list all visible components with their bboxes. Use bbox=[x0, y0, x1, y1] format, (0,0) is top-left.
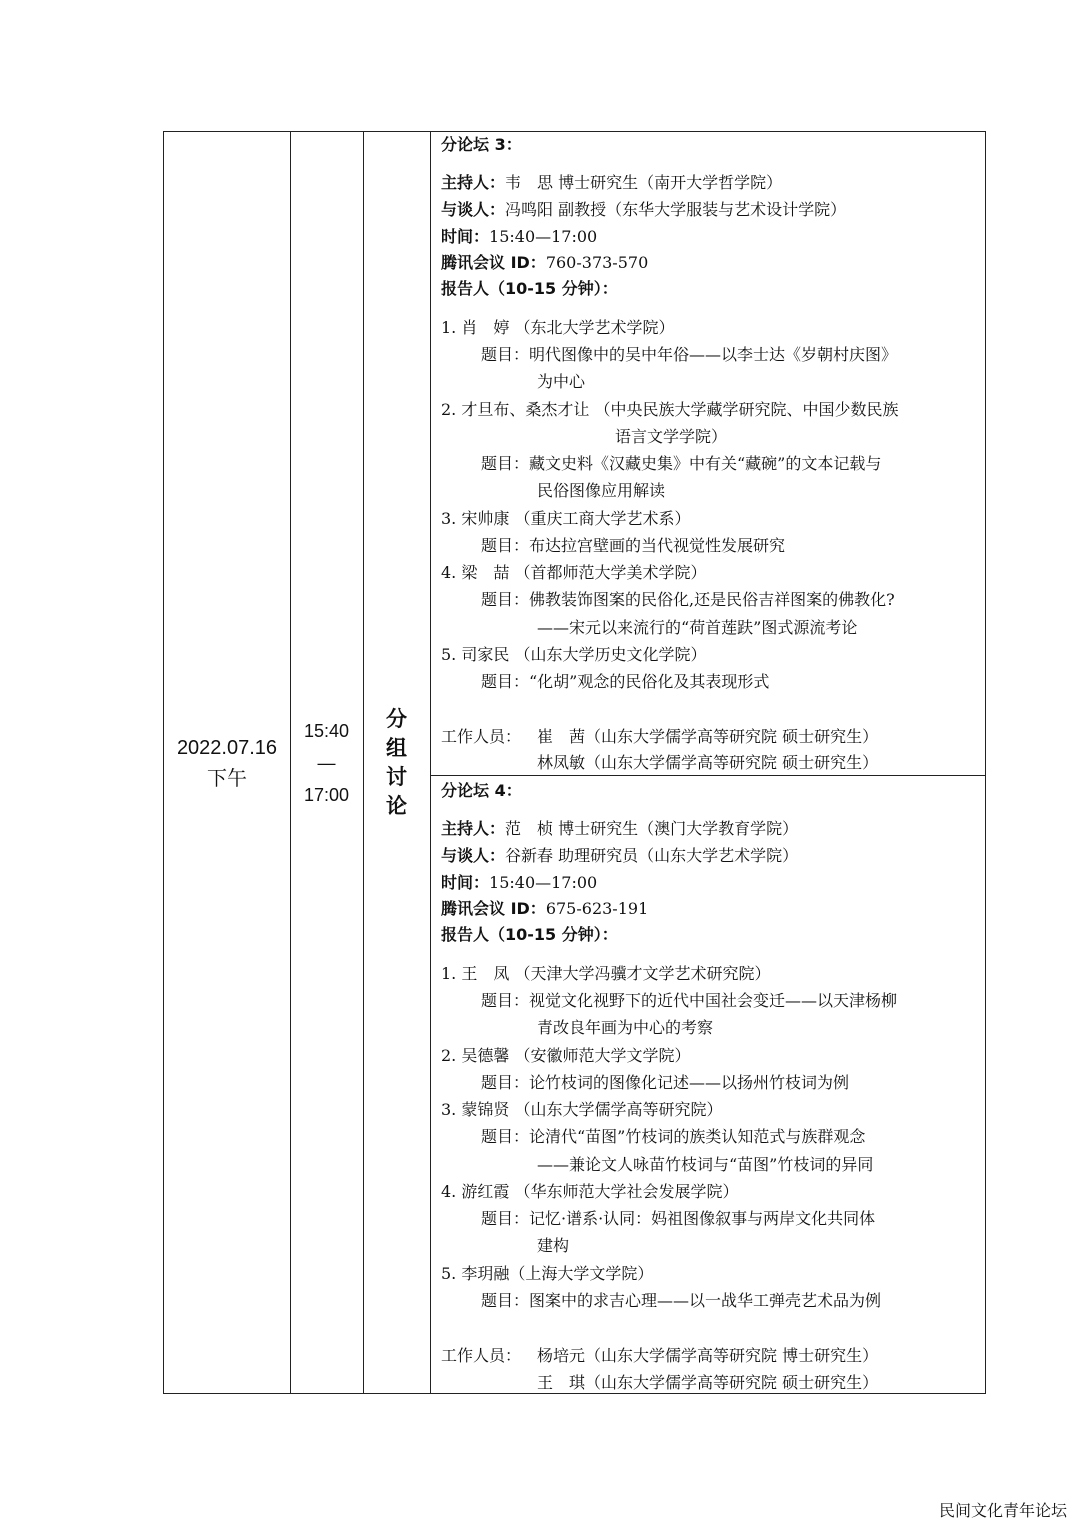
topic-line: ——宋元以来流行的“荷首莲趺”图式源流考论 bbox=[537, 618, 858, 637]
reporter-line: 1. 王 凤 （天津大学冯骥才文学艺术研究院） bbox=[441, 964, 771, 983]
topic-line: 题目：明代图像中的吴中年俗——以李士达《岁朝村庆图》 bbox=[481, 345, 898, 364]
topic-line: 题目：图案中的求吉心理——以一战华工弹壳艺术品为例 bbox=[481, 1291, 882, 1310]
topic-line: 题目：藏文史料《汉藏史集》中有关“藏碗”的文本记载与 bbox=[481, 454, 882, 473]
meeting-id-line: 腾讯会议 ID：675-623-191 bbox=[441, 899, 649, 918]
staff-line: 王 琪（山东大学儒学高等研究院 硕士研究生） bbox=[537, 1373, 879, 1392]
time-line: 时间：15:40—17:00 bbox=[441, 227, 598, 246]
host-line: 主持人：韦 思 博士研究生（南开大学哲学院） bbox=[441, 173, 783, 192]
reporter-line: 4. 梁 喆 （首都师范大学美术学院） bbox=[441, 563, 707, 582]
reporter-line: 5. 司家民 （山东大学历史文化学院） bbox=[441, 645, 707, 664]
session-type-char: 讨 bbox=[386, 764, 407, 789]
session-type-char: 组 bbox=[386, 735, 407, 760]
reporter-line: 语言文学学院） bbox=[615, 427, 728, 446]
staff-line: 崔 茜（山东大学儒学高等研究院 硕士研究生） bbox=[537, 727, 879, 746]
host-line: 主持人：范 桢 博士研究生（澳门大学教育学院） bbox=[441, 819, 799, 838]
staff-label: 工作人员： bbox=[441, 727, 522, 746]
session-type-char: 论 bbox=[386, 793, 407, 818]
reporter-line: 3. 宋帅康 （重庆工商大学艺术系） bbox=[441, 509, 691, 528]
topic-line: 题目：布达拉宫壁画的当代视觉性发展研究 bbox=[481, 536, 786, 555]
reporter-line: 3. 蒙锦贤 （山东大学儒学高等研究院） bbox=[441, 1100, 723, 1119]
period-text: 下午 bbox=[207, 765, 247, 790]
session-type-char: 分 bbox=[386, 706, 407, 731]
topic-line: 青改良年画为中心的考察 bbox=[537, 1018, 714, 1037]
schedule-table bbox=[163, 131, 986, 1394]
staff-line: 杨培元（山东大学儒学高等研究院 博士研究生） bbox=[537, 1346, 879, 1365]
session-type-cell bbox=[363, 132, 430, 1393]
topic-line: ——兼论文人咏苗竹枝词与“苗图”竹枝词的异同 bbox=[537, 1155, 874, 1174]
topic-line: 为中心 bbox=[537, 372, 586, 391]
topic-line: 题目：“化胡”观念的民俗化及其表现形式 bbox=[481, 672, 770, 691]
topic-line: 民俗图像应用解读 bbox=[537, 481, 666, 500]
reporters-label: 报告人（10-15 分钟）： bbox=[441, 925, 618, 944]
topic-line: 题目：论清代“苗图”竹枝词的族类认知范式与族群观念 bbox=[481, 1127, 866, 1146]
staff-line: 林凤敏（山东大学儒学高等研究院 硕士研究生） bbox=[537, 753, 879, 772]
time-end: 17:00 bbox=[303, 784, 350, 805]
discussant-line: 与谈人：冯鸣阳 副教授（东华大学服装与艺术设计学院） bbox=[441, 200, 847, 219]
reporter-line: 4. 游红霞 （华东师范大学社会发展学院） bbox=[441, 1182, 739, 1201]
time-line: 时间：15:40—17:00 bbox=[441, 873, 598, 892]
forum-title: 分论坛 3： bbox=[441, 135, 522, 154]
topic-line: 题目：佛教装饰图案的民俗化,还是民俗吉祥图案的佛教化? bbox=[481, 590, 895, 609]
time-start: 15:40 bbox=[303, 720, 350, 741]
footer-watermark: 民间文化青年论坛 bbox=[938, 1501, 1067, 1520]
topic-line: 题目：记忆·谱系·认同：妈祖图像叙事与两岸文化共同体 bbox=[481, 1209, 876, 1228]
row-divider bbox=[430, 775, 985, 776]
reporter-line: 5. 李玥融（上海大学文学院） bbox=[441, 1264, 654, 1283]
forum-title: 分论坛 4： bbox=[441, 781, 522, 800]
date-text: 2022.07.16 bbox=[176, 736, 278, 759]
reporter-line: 2. 吴德馨 （安徽师范大学文学院） bbox=[441, 1046, 691, 1065]
date-cell bbox=[164, 132, 290, 1393]
topic-line: 题目：论竹枝词的图像化记述——以扬州竹枝词为例 bbox=[481, 1073, 850, 1092]
time-cell bbox=[290, 132, 363, 1393]
reporter-line: 2. 才旦布、桑杰才让 （中央民族大学藏学研究院、中国少数民族 bbox=[441, 400, 899, 419]
reporter-line: 1. 肖 婷 （东北大学艺术学院） bbox=[441, 318, 675, 337]
topic-line: 题目：视觉文化视野下的近代中国社会变迁——以天津杨柳 bbox=[481, 991, 898, 1010]
topic-line: 建构 bbox=[537, 1236, 570, 1255]
reporters-label: 报告人（10-15 分钟）： bbox=[441, 279, 618, 298]
meeting-id-line: 腾讯会议 ID：760-373-570 bbox=[441, 253, 649, 272]
time-dash: — bbox=[317, 752, 336, 773]
staff-label: 工作人员： bbox=[441, 1346, 522, 1365]
column-divider bbox=[430, 132, 431, 1393]
discussant-line: 与谈人：谷新春 助理研究员（山东大学艺术学院） bbox=[441, 846, 799, 865]
